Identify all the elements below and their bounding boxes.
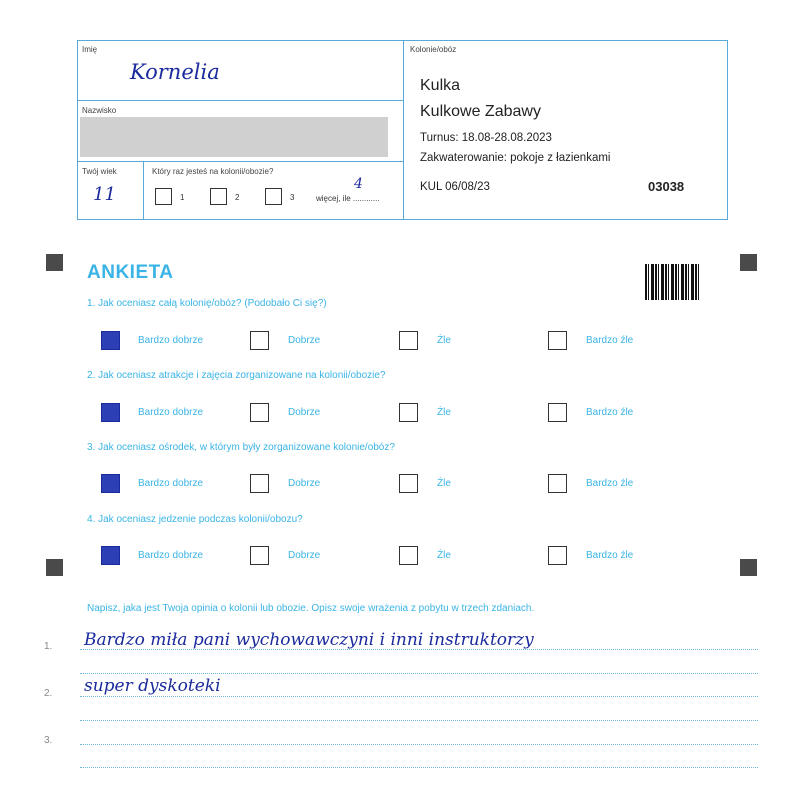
ktory-raz-checkbox-2[interactable] [210, 188, 227, 205]
q4-checkbox-bardzo-zle[interactable] [548, 546, 567, 565]
ktory-raz-option-2: 2 [235, 193, 240, 202]
question-1: 1. Jak oceniasz całą kolonię/obóz? (Podobało Ci się?) [87, 298, 327, 309]
answer-line-1b [80, 673, 758, 674]
question-2: 2. Jak oceniasz atrakcje i zajęcia zorganizowane na kolonii/obozie? [87, 370, 386, 381]
wiek-label: Twój wiek [82, 167, 117, 176]
registration-mark-top-left [46, 254, 63, 271]
answer-line-2a [80, 696, 758, 697]
wiecej-value[interactable]: 4 [354, 176, 363, 192]
zakwaterowanie: Zakwaterowanie: pokoje z łazienkami [420, 152, 611, 164]
answer-line-3a [80, 744, 758, 745]
nazwisko-redacted [80, 117, 388, 157]
camp-name: Kulka [420, 77, 461, 94]
opinion-answer-1[interactable]: Bardzo miła pani wychowawczyni i inni instruktorzy [84, 630, 534, 650]
registration-mark-bottom-left [46, 559, 63, 576]
line-number-1: 1. [44, 641, 53, 652]
q1-checkbox-dobrze[interactable] [250, 331, 269, 350]
q1-checkbox-bardzo-zle[interactable] [548, 331, 567, 350]
q4-label-dobrze: Dobrze [288, 550, 321, 561]
q3-checkbox-bardzo-zle[interactable] [548, 474, 567, 493]
survey-title: ANKIETA [87, 262, 174, 283]
q2-checkbox-zle[interactable] [399, 403, 418, 422]
ktory-raz-option-1: 1 [180, 193, 185, 202]
form-number: 03038 [648, 179, 685, 194]
wiecej-label: więcej, ile ............ [316, 194, 380, 203]
q3-label-dobrze: Dobrze [288, 478, 321, 489]
ktory-raz-option-3: 3 [290, 193, 295, 202]
camp-code: KUL 06/08/23 [420, 181, 490, 193]
q2-checkbox-bardzo-zle[interactable] [548, 403, 567, 422]
nazwisko-label: Nazwisko [82, 106, 117, 115]
line-number-2: 2. [44, 688, 53, 699]
q4-label-bardzo-dobrze: Bardzo dobrze [138, 550, 204, 561]
camp-program: Kulkowe Zabawy [420, 103, 541, 120]
wiek-value[interactable]: 11 [93, 184, 116, 205]
header-rule-2 [77, 161, 403, 162]
ktory-raz-checkbox-1[interactable] [155, 188, 172, 205]
q3-checkbox-bardzo-dobrze[interactable] [101, 474, 120, 493]
answer-line-3b [80, 767, 758, 768]
q4-label-bardzo-zle: Bardzo źle [586, 550, 634, 561]
q3-label-bardzo-zle: Bardzo źle [586, 478, 634, 489]
question-3: 3. Jak oceniasz ośrodek, w którym były zorganizowane kolonie/obóz? [87, 442, 395, 453]
q3-checkbox-dobrze[interactable] [250, 474, 269, 493]
imie-value[interactable]: Kornelia [130, 60, 220, 84]
q1-label-dobrze: Dobrze [288, 335, 321, 346]
q1-label-bardzo-dobrze: Bardzo dobrze [138, 335, 204, 346]
q1-label-bardzo-zle: Bardzo źle [586, 335, 634, 346]
opinion-answer-2[interactable]: super dyskoteki [84, 676, 221, 696]
q3-label-zle: Źle [437, 478, 451, 489]
q1-checkbox-zle[interactable] [399, 331, 418, 350]
line-number-3: 3. [44, 735, 53, 746]
barcode [645, 264, 701, 300]
registration-mark-bottom-right [740, 559, 757, 576]
q2-label-dobrze: Dobrze [288, 407, 321, 418]
q4-checkbox-zle[interactable] [399, 546, 418, 565]
q2-label-bardzo-zle: Bardzo źle [586, 407, 634, 418]
opinion-prompt: Napisz, jaka jest Twoja opinia o kolonii lub obozie. Opisz swoje wrażenia z pobytu w trzech zdaniach. [87, 603, 535, 614]
q4-checkbox-dobrze[interactable] [250, 546, 269, 565]
answer-line-1a [80, 649, 758, 650]
kolonie-label: Kolonie/obóz [410, 45, 457, 54]
q2-label-bardzo-dobrze: Bardzo dobrze [138, 407, 204, 418]
ktory-raz-checkbox-3[interactable] [265, 188, 282, 205]
header-divider [403, 40, 404, 220]
header-rule-1 [77, 100, 403, 101]
imie-label: Imię [82, 45, 98, 54]
q2-checkbox-bardzo-dobrze[interactable] [101, 403, 120, 422]
q1-checkbox-bardzo-dobrze[interactable] [101, 331, 120, 350]
answer-line-2b [80, 720, 758, 721]
q1-label-zle: Źle [437, 335, 451, 346]
header-divider-age [143, 161, 144, 220]
turnus: Turnus: 18.08-28.08.2023 [420, 132, 552, 144]
q2-label-zle: Źle [437, 407, 451, 418]
ktory-raz-label: Który raz jesteś na kolonii/obozie? [152, 167, 274, 176]
q3-label-bardzo-dobrze: Bardzo dobrze [138, 478, 204, 489]
q2-checkbox-dobrze[interactable] [250, 403, 269, 422]
registration-mark-top-right [740, 254, 757, 271]
q3-checkbox-zle[interactable] [399, 474, 418, 493]
q4-checkbox-bardzo-dobrze[interactable] [101, 546, 120, 565]
q4-label-zle: Źle [437, 550, 451, 561]
question-4: 4. Jak oceniasz jedzenie podczas kolonii/obozu? [87, 514, 303, 525]
